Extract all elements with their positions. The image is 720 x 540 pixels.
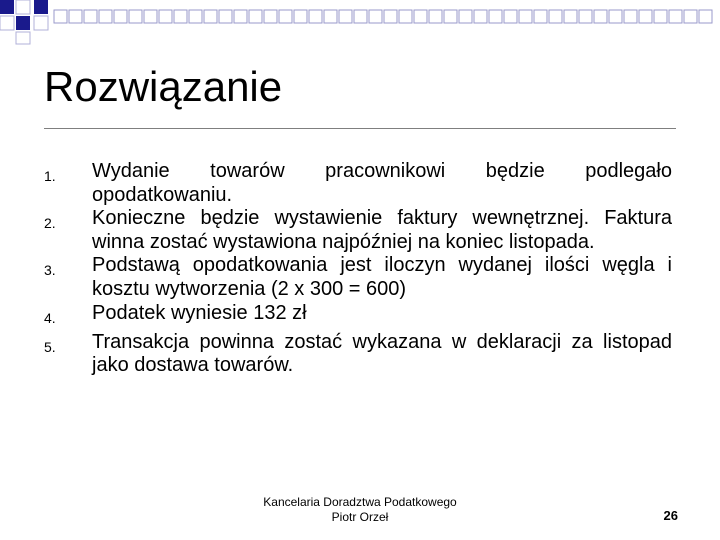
title-divider <box>44 128 676 129</box>
list-item <box>44 207 672 254</box>
list-item <box>44 160 672 207</box>
solution-list <box>44 160 672 378</box>
item-number: 3. <box>44 262 56 279</box>
item-text: Wydanie towarów pracownikowi będzie podlegało opodatkowaniu. <box>92 160 672 206</box>
decorative-header-squares <box>0 0 720 50</box>
item-text: Transakcja powinna zostać wykazana w deklaracji za listopad jako dostawa towarów. <box>92 330 672 377</box>
list-item <box>44 302 672 331</box>
slide-footer <box>250 495 470 525</box>
item-text: Podatek wyniesie 132 zł <box>92 301 307 324</box>
list-item <box>44 254 672 301</box>
page-number: 26 <box>663 508 678 523</box>
footer-company: Kancelaria Doradztwa Podatkowego <box>263 495 457 509</box>
item-number: 5. <box>44 338 56 355</box>
footer-author: Piotr Orzeł <box>331 510 389 524</box>
item-number: 2. <box>44 215 56 232</box>
list-item <box>44 331 672 378</box>
item-text: Konieczne będzie wystawienie faktury wewnętrznej. Faktura winna zostać wystawiona najpóźniej na koniec listopada. <box>92 207 672 253</box>
slide-title: Rozwiązanie <box>44 63 283 110</box>
item-number: 4. <box>44 309 56 326</box>
item-number: 1. <box>44 168 56 184</box>
item-text: Podstawą opodatkowania jest iloczyn wydanej ilości węgla i kosztu wytworzenia (2 x 300 = 600) <box>92 254 672 300</box>
